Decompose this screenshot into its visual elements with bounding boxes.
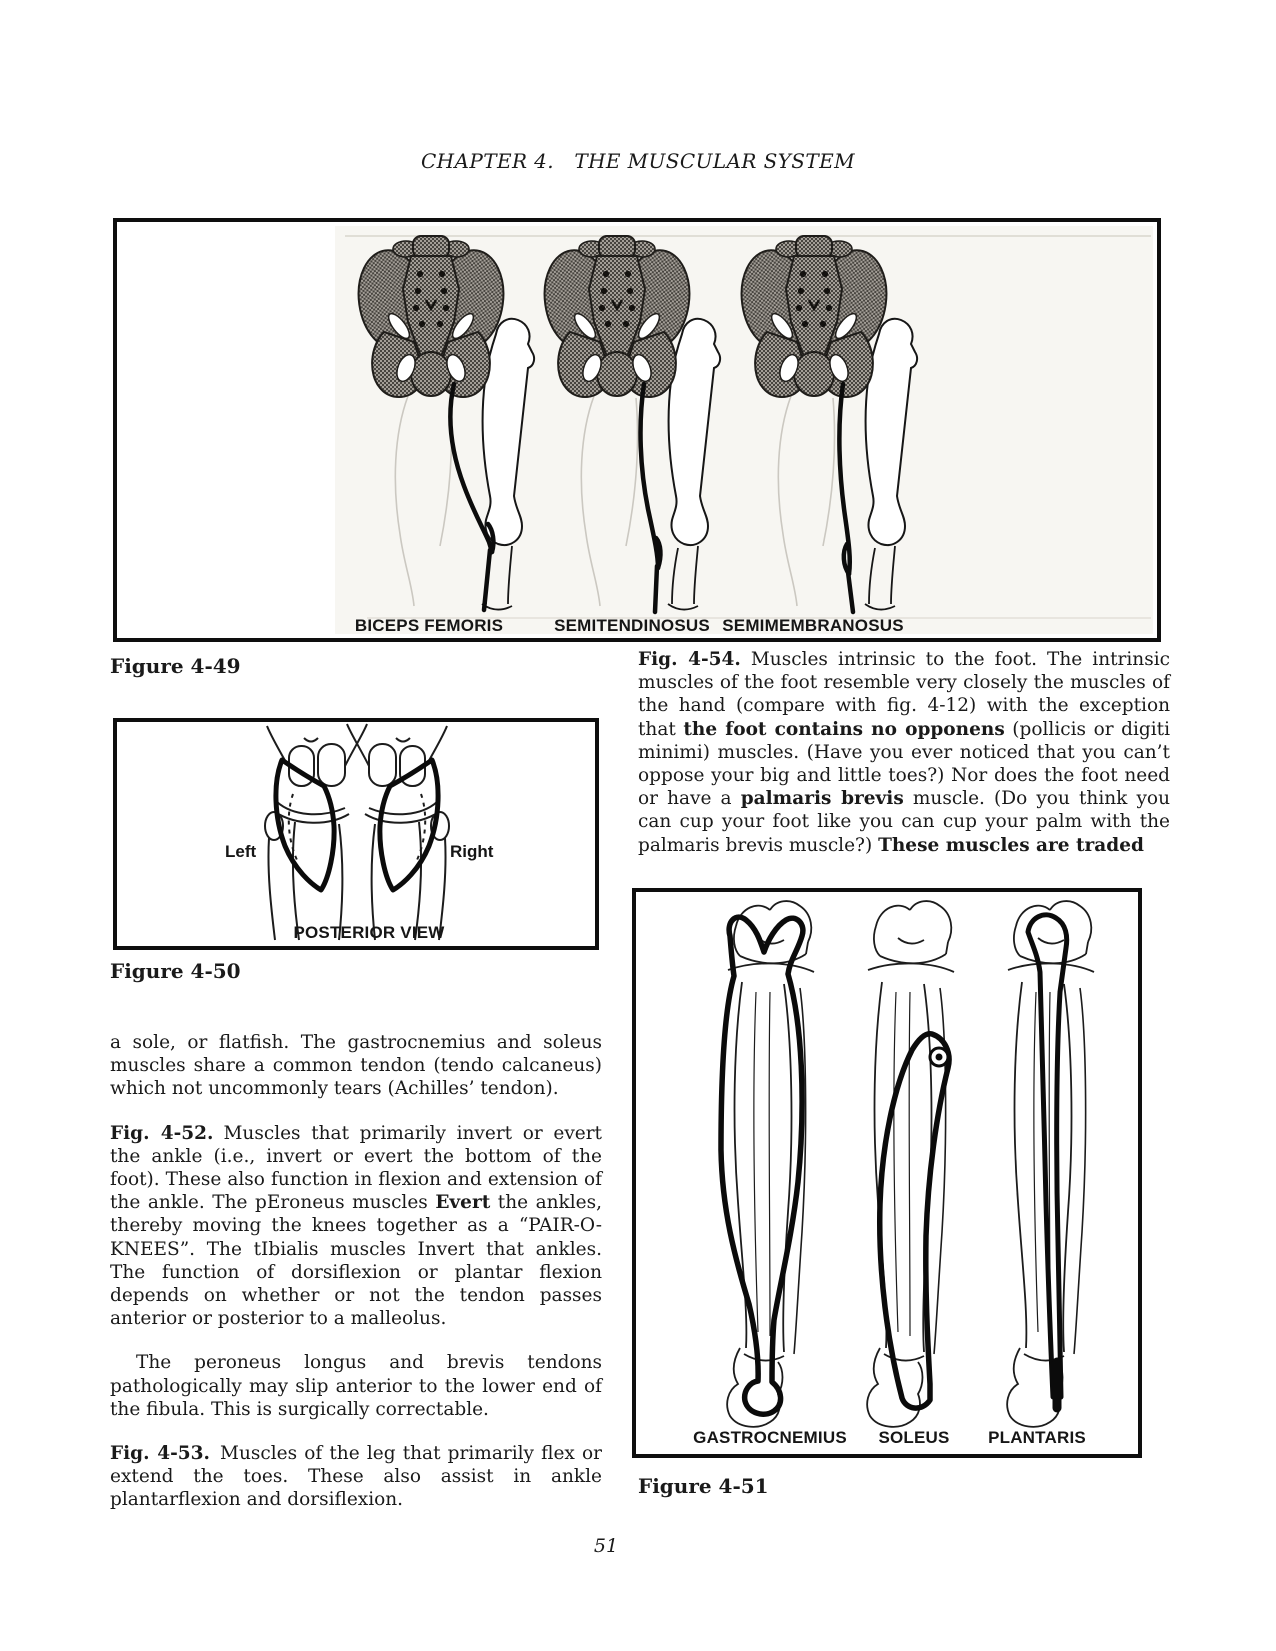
figure-4-49-box <box>113 218 1161 642</box>
paragraph-sole: a sole, or flatfish. The gastrocnemius and soleus muscles share a common tendon (tendo calcaneus) which not uncommonly tears (Achilles’ tendon). <box>110 1032 602 1100</box>
fig-4-54-bold-1: the foot contains no opponens <box>683 718 1005 740</box>
fig-4-54-lead: Fig. 4-54. <box>638 649 741 670</box>
figure-4-50-box <box>113 718 599 950</box>
figure-4-50-illustration <box>117 722 595 946</box>
fig-4-54-text-3: muscle. (Do you think you can cup your foot like you can cup your palm with the palmaris brevis muscle?) <box>638 788 1170 856</box>
fig-4-53-text-1: Muscles of the leg that primarily flex or extend the toes. These also assist in ankle plantarflexion and dorsiflexion. <box>110 1443 602 1511</box>
figure-4-49-label-biceps-femoris: BICEPS FEMORIS <box>354 616 504 635</box>
figure-4-51-label-gastrocnemius: GASTROCNEMIUS <box>693 1428 847 1447</box>
figure-4-50-view-label: POSTERIOR VIEW <box>293 923 445 942</box>
fig-4-52-text-1: Muscles that primarily invert or evert the ankle (i.e., invert or evert the bottom of the foot). These also function in flexion and extension of the ankle. The pEroneus muscles <box>110 1122 602 1214</box>
fig-4-54-text-2: (pollicis or digiti minimi) muscles. (Have you ever noticed that you can’t oppose your big and little toes?) Nor does the foot need or have a <box>638 718 1171 810</box>
figure-4-49-label-semitendinosus: SEMITENDINOSUS <box>554 616 710 635</box>
figure-4-51-illustration <box>636 892 1138 1454</box>
fig-4-54-text-1: Muscles intrinsic to the foot. The intrinsic muscles of the foot resemble very closely the muscles of the hand (compare with fig. 4-12) with the exception that <box>638 649 1170 740</box>
page-number: 51 <box>593 1535 619 1557</box>
fig-4-52-text-2: the ankles, thereby moving the knees together as a “PAIR-O-KNEES”. The tIbialis muscles Invert that ankles. The function of dorsiflexion or plantar flexion depends on whether or not the tendon passes anterior or posterior to a malleolus. <box>110 1192 603 1330</box>
figure-4-50-left-label: Left <box>225 842 257 861</box>
right-column <box>638 648 1170 878</box>
figure-4-50-right-label: Right <box>450 842 494 861</box>
figure-4-51-box <box>632 888 1142 1458</box>
figure-4-49-illustration <box>117 222 1157 638</box>
chapter-header: CHAPTER 4. THE MUSCULAR SYSTEM <box>420 149 856 173</box>
fig-4-52-lead: Fig. 4-52. <box>110 1122 214 1144</box>
fig-4-52-bold-1: Evert <box>435 1192 491 1214</box>
figure-4-49-label-semimembranosus: SEMIMEMBRANOSUS <box>722 616 904 635</box>
figure-4-50-caption: Figure 4-50 <box>110 959 241 983</box>
paragraph-fig-4-52 <box>110 1122 602 1331</box>
paragraph-peroneus: The peroneus longus and brevis tendons pathologically may slip anterior to the lower end of the fibula. This is surgically correctable. <box>110 1352 602 1420</box>
figure-4-51-label-soleus: SOLEUS <box>878 1428 950 1447</box>
figure-4-51-label-plantaris: PLANTARIS <box>988 1428 1086 1447</box>
fig-4-54-bold-3: These muscles are traded <box>878 834 1144 856</box>
paragraph-fig-4-53 <box>110 1442 602 1512</box>
fig-4-53-lead: Fig. 4-53. <box>110 1443 210 1465</box>
paragraph-fig-4-54 <box>638 648 1170 857</box>
fig-4-54-bold-2: palmaris brevis <box>740 788 904 810</box>
left-column <box>110 1031 602 1533</box>
figure-4-49-caption: Figure 4-49 <box>110 654 241 678</box>
figure-4-51-caption: Figure 4-51 <box>638 1474 769 1498</box>
